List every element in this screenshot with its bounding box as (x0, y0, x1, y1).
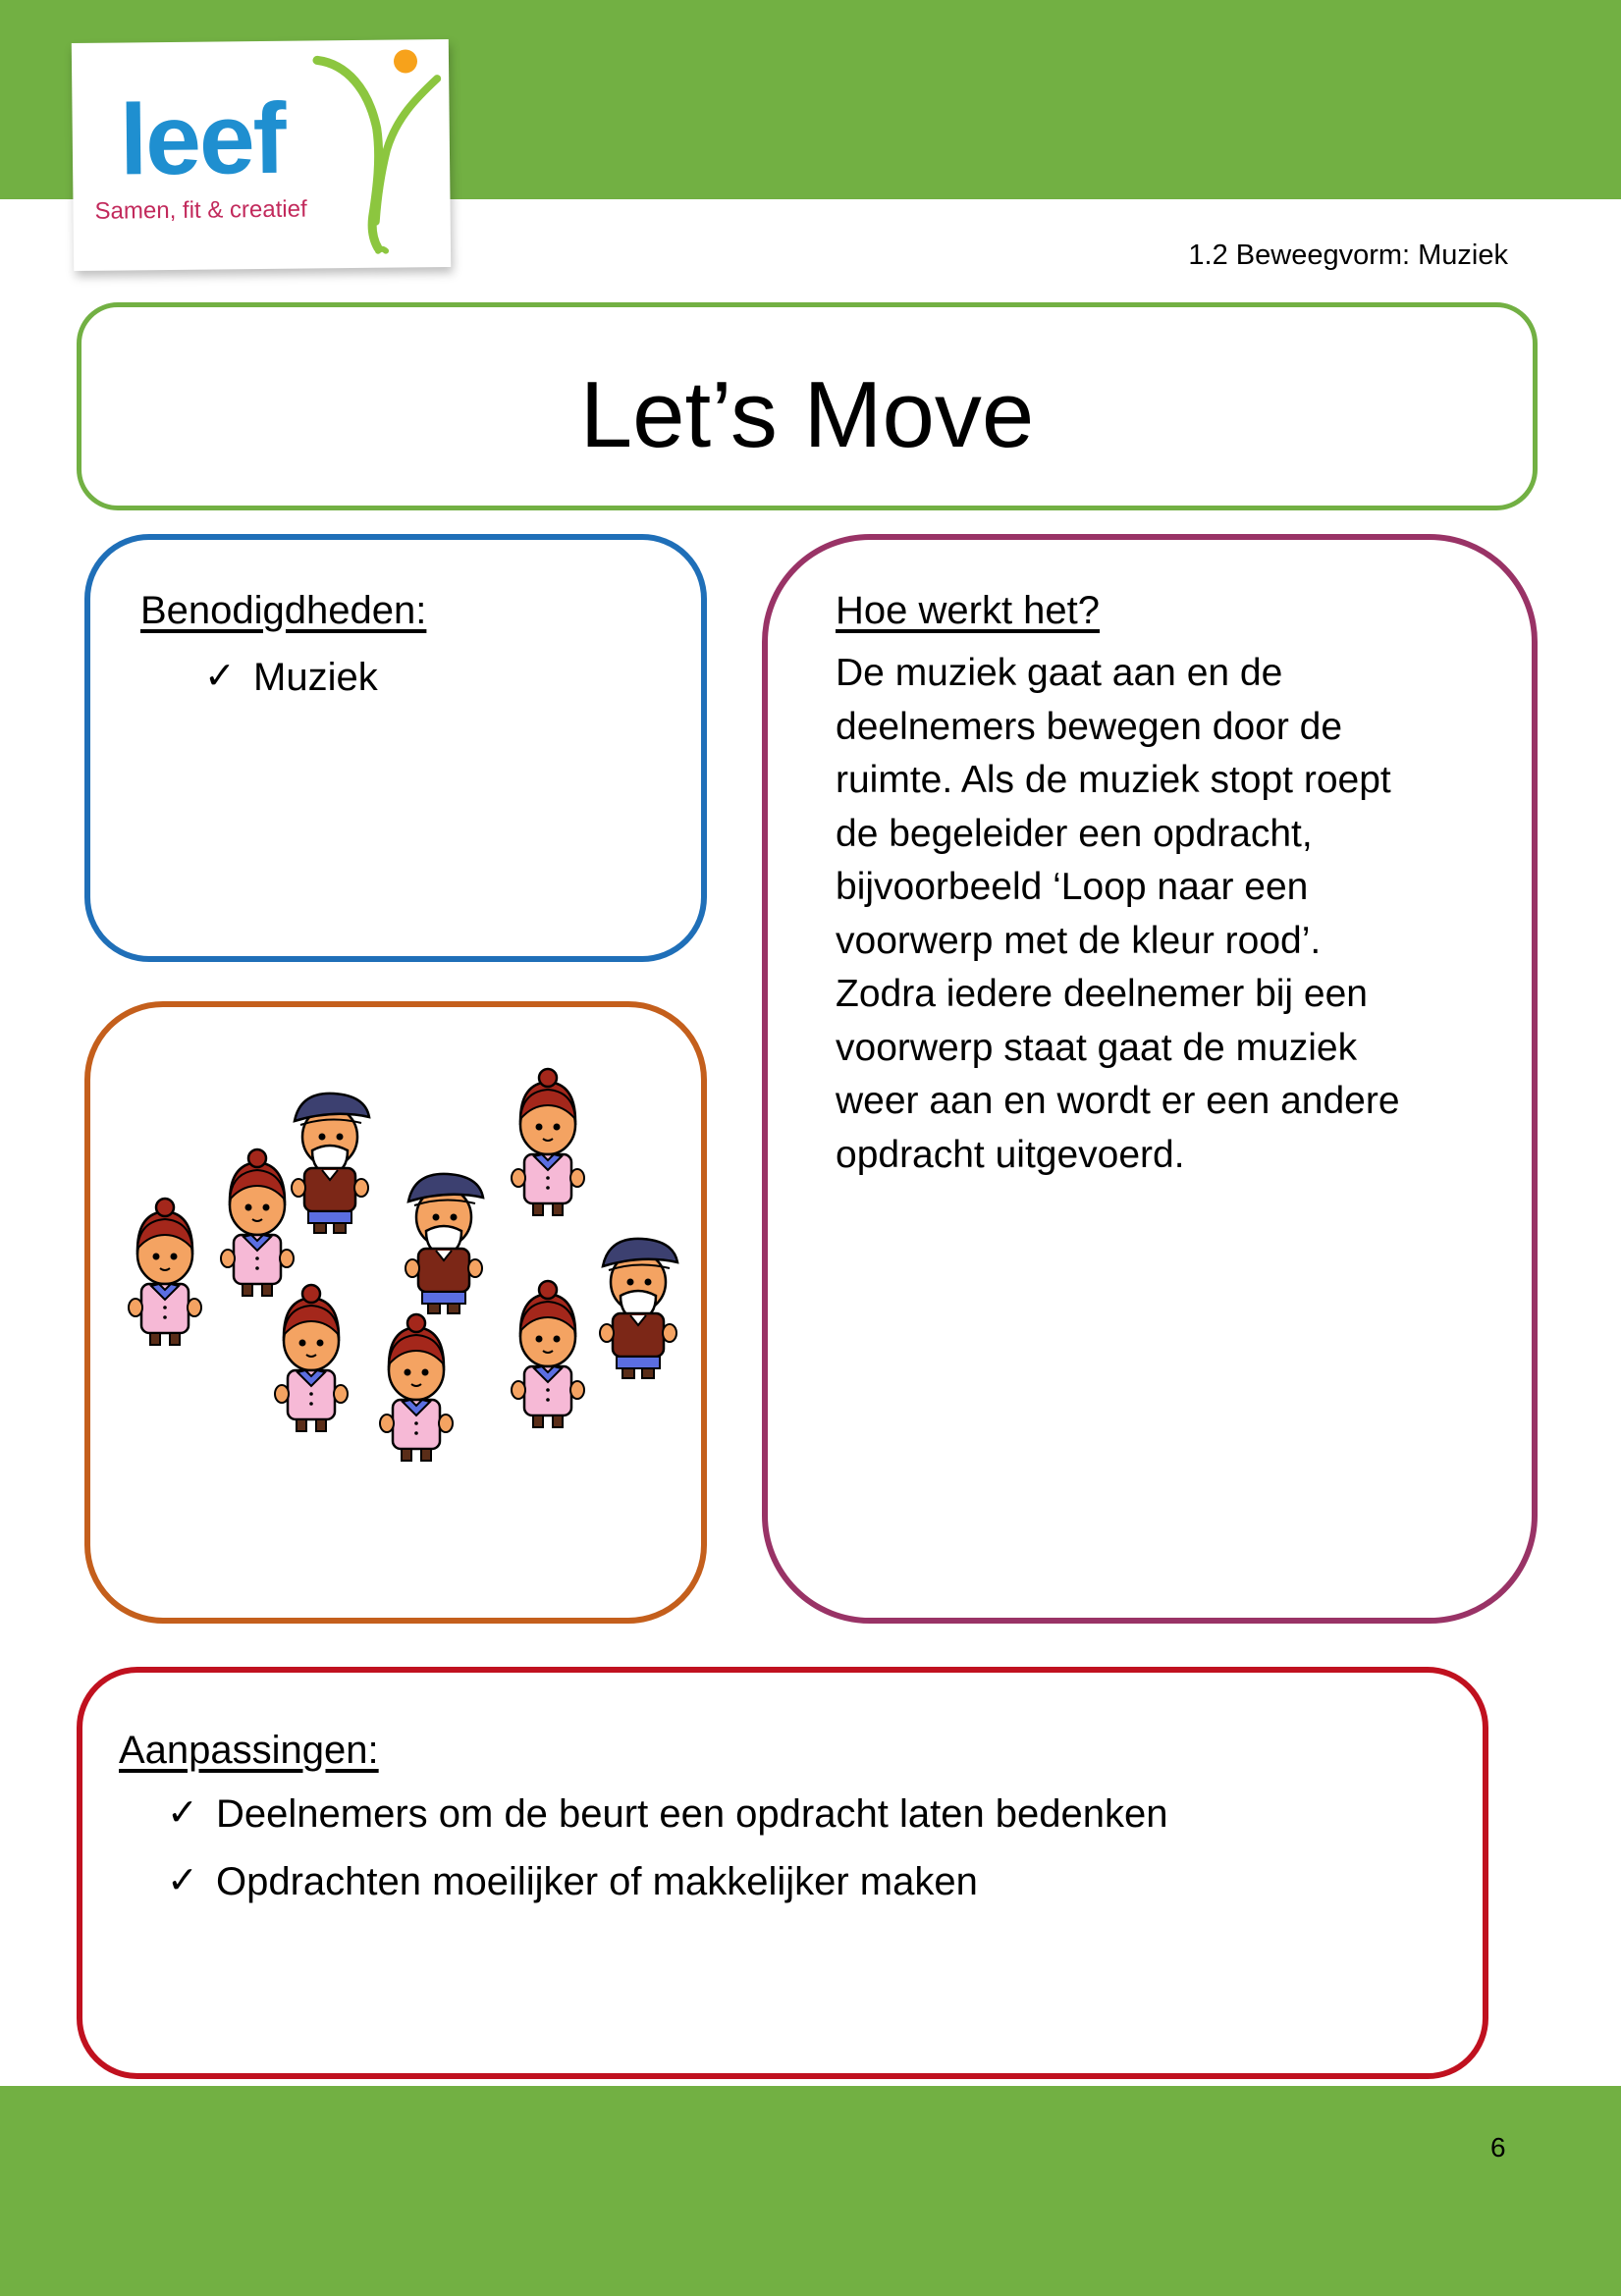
instructions-line: opdracht uitgevoerd. (836, 1133, 1185, 1176)
elderly-man-figure (600, 1239, 677, 1378)
logo-figure-icon (278, 39, 451, 269)
elderly-woman-figure (275, 1285, 348, 1431)
footer-band (0, 2086, 1621, 2296)
instructions-line: de begeleider een opdracht, (836, 812, 1313, 855)
check-icon: ✓ (167, 1860, 198, 1901)
aanpassingen-list (169, 1794, 1168, 1901)
instructions-line: Zodra iedere deelnemer bij een (836, 973, 1369, 1015)
elderly-woman-figure (129, 1199, 201, 1345)
benodigdheden-box (84, 534, 707, 962)
instructions-line: bijvoorbeeld ‘Loop naar een (836, 866, 1309, 908)
list-item: ✓ Deelnemers om de beurt een opdracht laten bedenken (167, 1792, 1168, 1836)
aanpassingen-box (77, 1667, 1488, 2079)
instructions-line: weer aan en wordt er een andere (836, 1080, 1400, 1122)
aanpassingen-heading: Aanpassingen: (119, 1729, 379, 1772)
instructions-line: deelnemers bewegen door de (836, 705, 1343, 748)
benodigdheden-list (206, 658, 378, 697)
check-icon: ✓ (204, 656, 236, 697)
instructions-line: De muziek gaat aan en de (836, 652, 1283, 694)
list-item: ✓ Muziek (204, 656, 378, 699)
elderly-man-figure (405, 1174, 483, 1313)
section-label: 1.2 Beweegvorm: Muziek (1188, 240, 1508, 271)
page-number: 6 (1490, 2132, 1506, 2163)
elderly-woman-figure (380, 1314, 453, 1461)
instructions-line: voorwerp staat gaat de muziek (836, 1026, 1358, 1069)
instructions-text (836, 647, 1400, 1182)
hoe-werkt-het-box (762, 534, 1538, 1624)
page-title: Let’s Move (579, 362, 1035, 467)
hoe-werkt-het-heading: Hoe werkt het? (836, 589, 1101, 632)
elderly-woman-figure (221, 1149, 294, 1296)
instructions-line: voorwerp met de kleur rood’. (836, 919, 1322, 962)
elderly-man-figure (292, 1094, 369, 1233)
title-box (77, 302, 1538, 510)
leef-logo (72, 39, 451, 271)
group-of-people-illustration (90, 1007, 713, 1629)
elderly-woman-figure (512, 1069, 584, 1215)
illustration-box (84, 1001, 707, 1624)
benodigdheden-heading: Benodigdheden: (140, 589, 427, 632)
check-icon: ✓ (167, 1792, 198, 1834)
elderly-woman-figure (512, 1281, 584, 1427)
logo-wordmark: leef (119, 81, 286, 196)
logo-tagline: Samen, fit & creatief (94, 195, 307, 225)
instructions-line: ruimte. Als de muziek stopt roept (836, 759, 1391, 801)
list-item: ✓ Opdrachten moeilijker of makkelijker maken (167, 1860, 978, 1903)
